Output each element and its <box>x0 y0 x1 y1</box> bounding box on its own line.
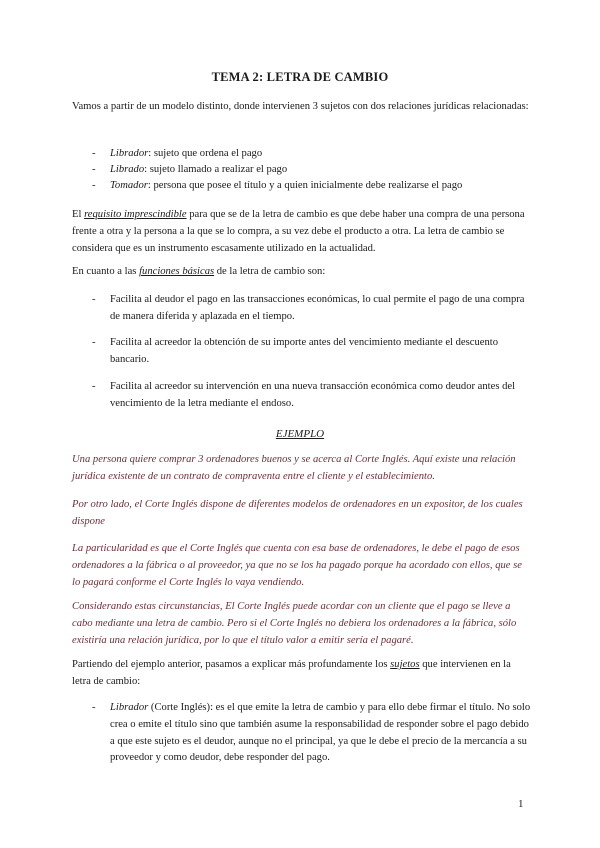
underlined-term: funciones básicas <box>139 266 215 277</box>
bullet-dash: - <box>92 180 96 191</box>
subject-term: Librador <box>110 702 149 713</box>
list-item <box>92 700 532 767</box>
underlined-term: requisito imprescindible <box>84 209 187 220</box>
requisito-paragraph <box>72 207 532 257</box>
subject-term: Tomador <box>110 180 148 191</box>
funcion-text: Facilita al deudor el pago en las transacciones económicas, lo cual permite el pago de una compra de manera diferida y aplazada en el tiempo. <box>110 294 525 322</box>
document-title: TEMA 2: LETRA DE CAMBIO <box>211 70 389 84</box>
ejemplo-paragraph: Por otro lado, el Corte Inglés dispone de diferentes modelos de ordenadores en un expositor, de los cuales dispone <box>72 499 523 527</box>
bullet-dash: - <box>92 148 96 159</box>
ejemplo-paragraph: Una persona quiere comprar 3 ordenadores buenos y se acerca al Corte Inglés. Aquí existe una relación jurídica existente de un contrato de compraventa entre el cliente y el establecimiento. <box>72 454 516 482</box>
subject-term: Librado <box>110 164 145 175</box>
list-item <box>92 162 532 179</box>
ejemplo-paragraph: Considerando estas circunstancias, El Corte Inglés puede acordar con un cliente que el pago se lleve a cabo mediante una letra de cambio. Pero si el Corte Inglés no debiera los ordenadores a la fábrica, sólo existiría una relación jurídica, por lo que el título valor a emitir sería el pagaré. <box>72 601 517 646</box>
list-item <box>92 292 532 326</box>
bullet-dash: - <box>92 337 96 348</box>
subject-desc: : es el que emite la letra de cambio y para ello debe firmar el título. No solo crea o emite el título sino que también asume la responsabilidad de responder sobre el pago debido a que este sujeto es el deudor, aunque no el principal, ya que le debe el precio de la mercancía a su proveedor y como deudor, debe responder del pago. <box>110 702 531 764</box>
text-run: de la letra de cambio son: <box>214 266 326 277</box>
funcion-text: Facilita al acreedor su intervención en una nueva transacción económica como deudor antes del vencimiento de la letra mediante el endoso. <box>110 381 516 409</box>
subject-desc: : sujeto llamado a realizar el pago <box>144 164 288 175</box>
subject-desc: : sujeto que ordena el pago <box>148 148 263 159</box>
subject-desc: : persona que posee el título y a quien inicialmente debe realizarse el pago <box>147 180 463 191</box>
list-item <box>92 335 532 369</box>
subject-term: Librador <box>110 148 149 159</box>
intro-paragraph: Vamos a partir de un modelo distinto, donde intervienen 3 sujetos con dos relaciones jurídicas relacionadas: <box>72 101 529 112</box>
funcion-text: Facilita al acreedor la obtención de su importe antes del vencimiento mediante el descuento bancario. <box>110 337 498 365</box>
text-run: El <box>72 209 85 220</box>
bullet-dash: - <box>92 164 96 175</box>
ejemplo-paragraph: La particularidad es que el Corte Inglés que cuenta con esa base de ordenadores, le debe el pago de esos ordenadores a la fábrica o al proveedor, ya que no se los ha pagado porque ha acordado con ellos, que se lo pagará conforme el Corte Inglés lo vaya vendiendo. <box>72 543 522 588</box>
sujetos-intro <box>72 657 532 691</box>
text-run: que intervienen en la letra de cambio: <box>72 659 511 687</box>
text-run: (Corte Inglés) <box>148 702 211 713</box>
bullet-dash: - <box>92 294 96 305</box>
text-run: En cuanto a las <box>72 266 140 277</box>
bullet-dash: - <box>92 381 96 392</box>
page-number: 1 <box>518 798 524 810</box>
list-item <box>92 146 532 163</box>
bullet-dash: - <box>92 702 96 713</box>
text-run: para que se de la letra de cambio es que debe haber una compra de una persona frente a otra y la persona a la que se lo compra, a su vez debe el producto a otra. La letra de cambio se considera que es un instrumento escasamente utilizado en la actualidad. <box>72 209 525 254</box>
text-run: Partiendo del ejemplo anterior, pasamos a explicar más profundamente los <box>72 659 391 670</box>
underlined-term: sujetos <box>390 659 420 670</box>
list-item <box>92 178 532 195</box>
funciones-intro <box>72 264 532 281</box>
list-item <box>92 379 532 413</box>
ejemplo-heading: EJEMPLO <box>275 428 325 440</box>
